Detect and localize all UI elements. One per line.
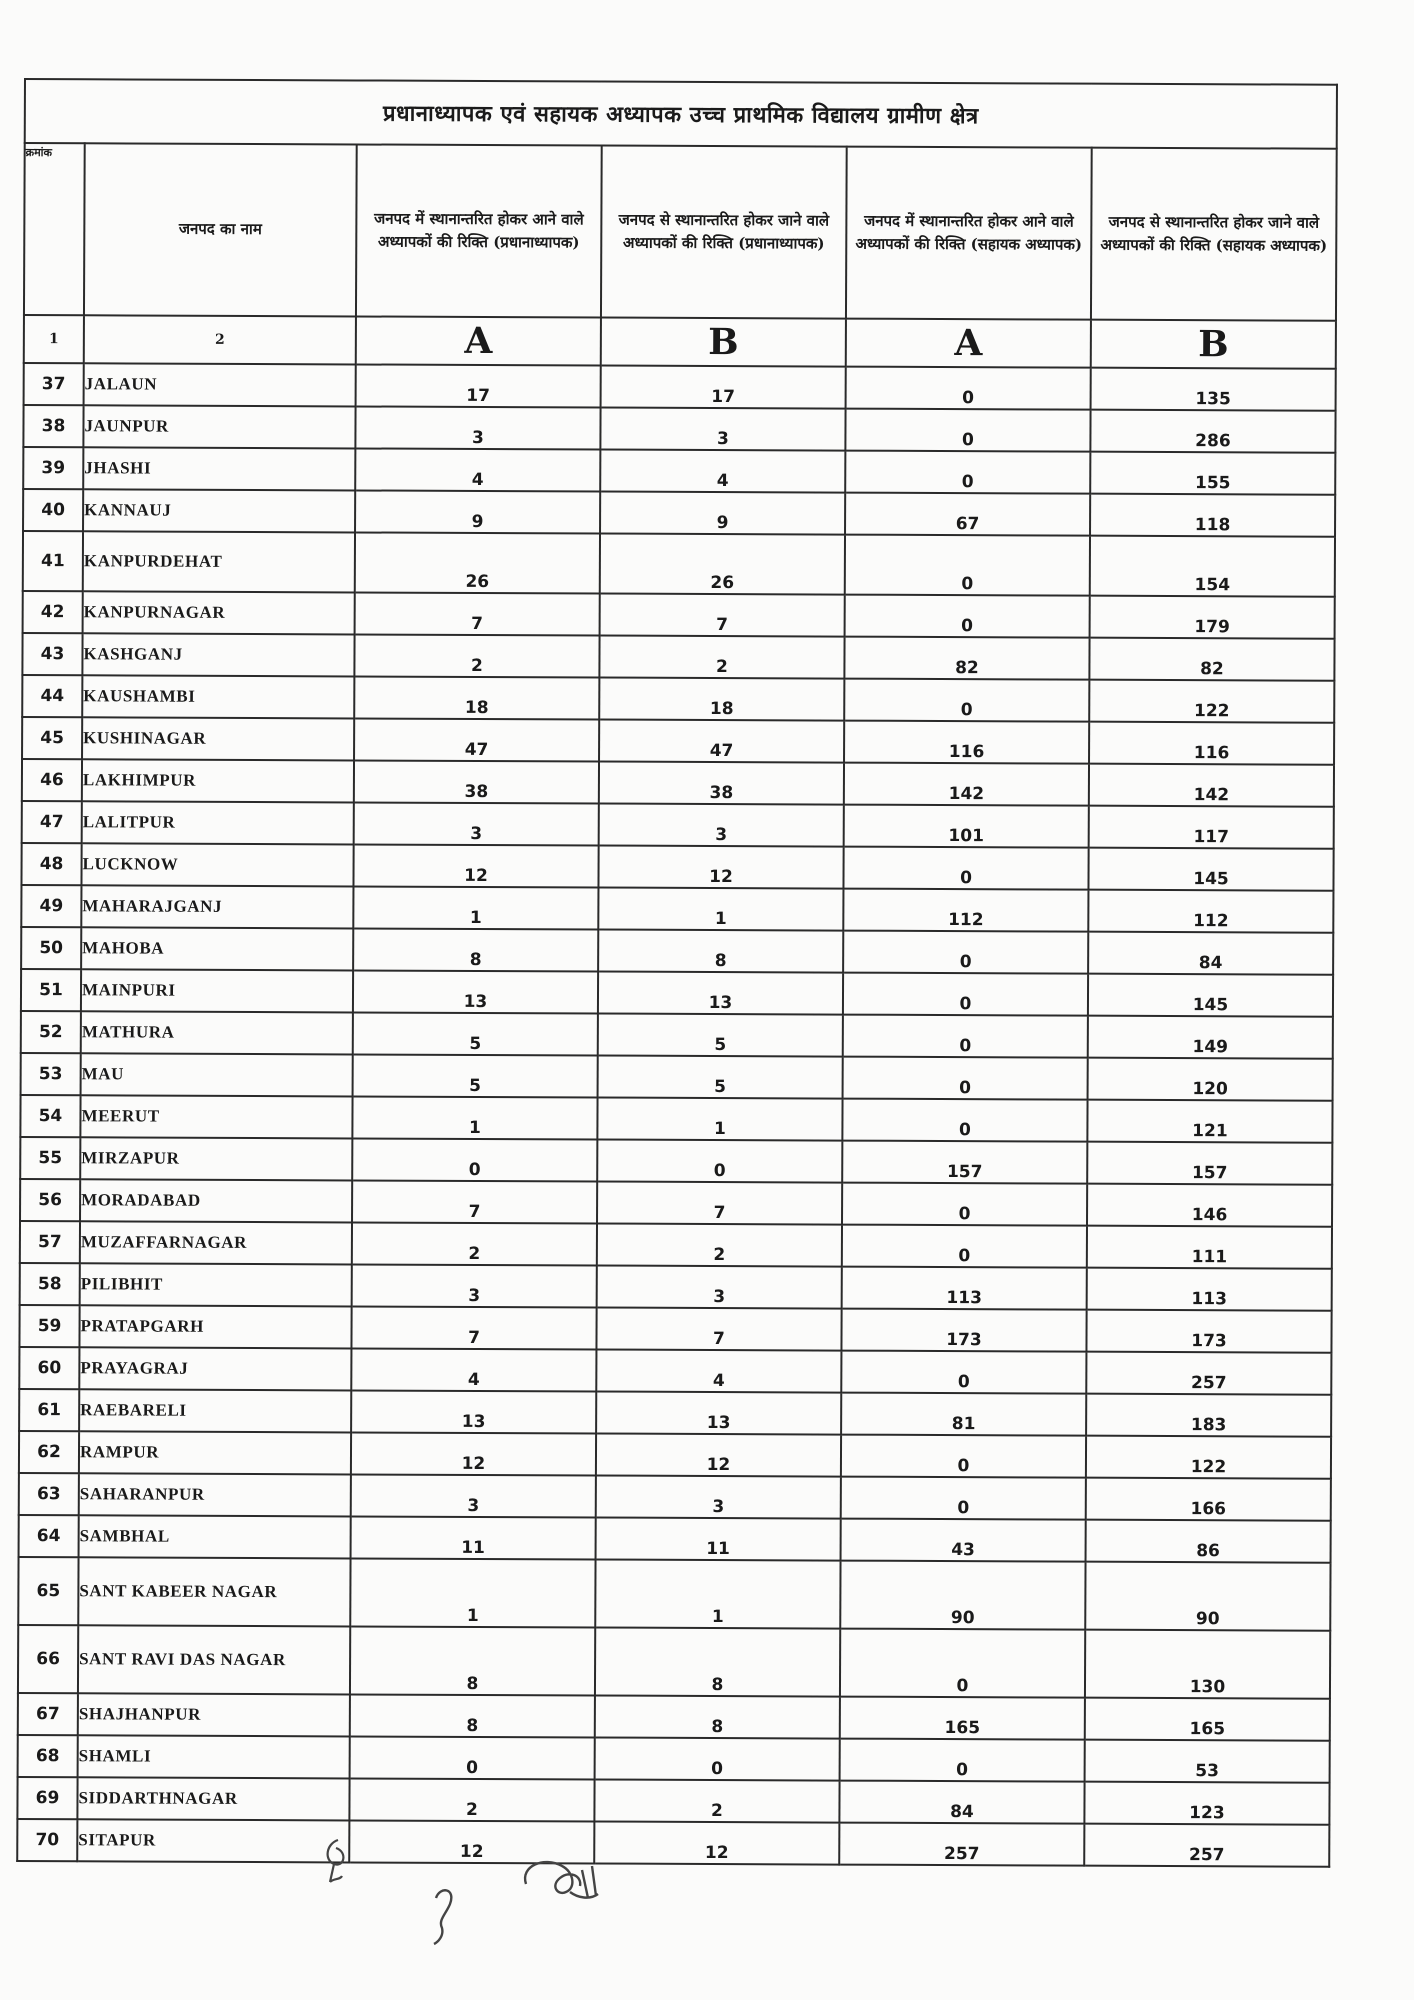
row-incoming-assistant: 142 [844, 763, 1089, 806]
row-district-name: MAINPURI [81, 969, 353, 1012]
row-incoming-assistant: 0 [842, 1099, 1087, 1142]
row-outgoing-assistant: 149 [1088, 1016, 1333, 1059]
row-serial: 47 [22, 801, 82, 843]
row-outgoing-assistant: 122 [1089, 680, 1334, 723]
row-outgoing-headmaster: 26 [600, 534, 845, 595]
row-incoming-headmaster: 3 [354, 802, 599, 845]
row-district-name: PILIBHIT [80, 1263, 352, 1306]
row-incoming-headmaster: 5 [353, 1012, 598, 1055]
row-incoming-assistant: 0 [843, 1057, 1088, 1100]
row-incoming-assistant: 116 [844, 721, 1089, 764]
row-incoming-assistant: 84 [839, 1781, 1084, 1824]
row-outgoing-headmaster: 5 [598, 1014, 843, 1057]
row-incoming-headmaster: 8 [350, 1694, 595, 1737]
row-district-name: SAHARANPUR [79, 1473, 351, 1516]
table-row [21, 1011, 1333, 1059]
table-row [19, 1473, 1331, 1521]
row-district-name: JALAUN [84, 363, 356, 406]
row-outgoing-headmaster: 2 [597, 1224, 842, 1267]
row-incoming-assistant: 0 [845, 409, 1090, 452]
row-outgoing-assistant: 117 [1089, 806, 1334, 849]
table-row [23, 531, 1335, 597]
row-district-name: JHASHI [83, 447, 355, 490]
row-outgoing-headmaster: 0 [595, 1738, 840, 1781]
table-row [20, 1179, 1332, 1227]
row-incoming-headmaster: 13 [353, 970, 598, 1013]
row-district-name: MAU [81, 1053, 353, 1096]
row-serial: 55 [20, 1137, 80, 1179]
row-outgoing-assistant: 118 [1090, 494, 1335, 537]
row-district-name: MUZAFFARNAGAR [80, 1221, 352, 1264]
row-incoming-assistant: 173 [841, 1309, 1086, 1352]
table-row [24, 363, 1336, 411]
row-outgoing-assistant: 116 [1089, 722, 1334, 765]
row-incoming-headmaster: 47 [354, 718, 599, 761]
row-outgoing-headmaster: 9 [600, 492, 845, 535]
row-outgoing-headmaster: 2 [599, 636, 844, 679]
table-row [18, 1693, 1330, 1741]
row-outgoing-headmaster: 12 [596, 1434, 841, 1477]
row-incoming-assistant: 0 [846, 367, 1091, 410]
row-district-name: SIDDARTHNAGAR [77, 1777, 349, 1820]
row-incoming-headmaster: 7 [355, 592, 600, 635]
row-incoming-headmaster: 0 [352, 1138, 597, 1181]
row-outgoing-assistant: 142 [1089, 764, 1334, 807]
row-district-name: SHAMLI [78, 1735, 350, 1778]
row-serial: 37 [24, 363, 84, 405]
row-incoming-headmaster: 2 [349, 1778, 594, 1821]
row-serial: 54 [20, 1095, 80, 1137]
row-outgoing-headmaster: 5 [598, 1056, 843, 1099]
row-district-name: KAUSHAMBI [82, 675, 354, 718]
row-outgoing-assistant: 121 [1087, 1100, 1332, 1143]
row-outgoing-headmaster: 18 [599, 678, 844, 721]
row-district-name: PRAYAGRAJ [79, 1347, 351, 1390]
table-row [17, 1777, 1329, 1825]
row-incoming-headmaster: 17 [356, 364, 601, 407]
row-incoming-assistant: 0 [840, 1739, 1085, 1782]
header-outgoing-headmaster: जनपद से स्थानान्तरित होकर जाने वाले अध्यापकों की रिक्ति (प्रधानाध्यापक) [601, 146, 847, 319]
row-outgoing-assistant: 166 [1086, 1478, 1331, 1521]
row-serial: 67 [18, 1693, 78, 1735]
table-row [22, 675, 1334, 723]
row-serial: 39 [23, 447, 83, 489]
row-district-name: LALITPUR [82, 801, 354, 844]
row-outgoing-assistant: 165 [1085, 1698, 1330, 1741]
row-incoming-assistant: 0 [842, 1183, 1087, 1226]
row-outgoing-headmaster: 4 [600, 450, 845, 493]
row-outgoing-assistant: 53 [1085, 1740, 1330, 1783]
row-incoming-headmaster: 7 [351, 1306, 596, 1349]
row-outgoing-headmaster: 8 [598, 930, 843, 973]
row-outgoing-assistant: 86 [1086, 1520, 1331, 1563]
row-district-name: KANPURNAGAR [83, 591, 355, 634]
row-outgoing-assistant: 183 [1086, 1394, 1331, 1437]
header-district: जनपद का नाम [84, 143, 357, 316]
row-incoming-headmaster: 11 [351, 1516, 596, 1559]
table-body [17, 363, 1336, 1867]
row-outgoing-headmaster: 3 [599, 804, 844, 847]
row-incoming-headmaster: 13 [351, 1390, 596, 1433]
row-district-name: MAHARAJGANJ [81, 885, 353, 928]
row-district-name: MAHOBA [81, 927, 353, 970]
row-outgoing-assistant: 122 [1086, 1436, 1331, 1479]
row-serial: 70 [17, 1819, 77, 1861]
row-incoming-headmaster: 3 [355, 406, 600, 449]
row-serial: 52 [21, 1011, 81, 1053]
table-row [20, 1263, 1332, 1311]
row-incoming-headmaster: 12 [351, 1432, 596, 1475]
row-serial: 68 [18, 1735, 78, 1777]
row-outgoing-assistant: 84 [1088, 932, 1333, 975]
row-district-name: SAMBHAL [79, 1515, 351, 1558]
row-outgoing-assistant: 145 [1088, 848, 1333, 891]
row-district-name: JAUNPUR [83, 405, 355, 448]
row-incoming-assistant: 0 [841, 1435, 1086, 1478]
row-incoming-assistant: 90 [840, 1561, 1085, 1630]
row-serial: 60 [19, 1347, 79, 1389]
row-incoming-assistant: 0 [842, 1225, 1087, 1268]
row-incoming-assistant: 0 [843, 1015, 1088, 1058]
row-incoming-assistant: 82 [844, 637, 1089, 680]
index-cell: 1 [24, 315, 84, 363]
row-district-name: RAEBARELI [79, 1389, 351, 1432]
row-outgoing-headmaster: 7 [596, 1308, 841, 1351]
row-serial: 61 [19, 1389, 79, 1431]
table-row [23, 489, 1335, 537]
row-outgoing-headmaster: 13 [596, 1392, 841, 1435]
row-incoming-assistant: 0 [841, 1477, 1086, 1520]
row-outgoing-assistant: 257 [1086, 1352, 1331, 1395]
row-serial: 51 [21, 969, 81, 1011]
row-outgoing-headmaster: 8 [595, 1696, 840, 1739]
row-district-name: MATHURA [81, 1011, 353, 1054]
table-row [20, 1137, 1332, 1185]
row-incoming-headmaster: 1 [352, 1096, 597, 1139]
row-incoming-assistant: 67 [845, 493, 1090, 536]
header-outgoing-assistant: जनपद से स्थानान्तरित होकर जाने वाले अध्यापकों की रिक्ति (सहायक अध्यापक) [1091, 148, 1337, 321]
row-outgoing-headmaster: 11 [596, 1518, 841, 1561]
row-district-name: SHAJHANPUR [78, 1693, 350, 1736]
table-row [19, 1431, 1331, 1479]
row-outgoing-headmaster: 38 [599, 762, 844, 805]
table-row [21, 969, 1333, 1017]
signature-2 [430, 1880, 460, 1950]
row-district-name: KANPURDEHAT [83, 531, 355, 592]
row-incoming-headmaster: 8 [353, 928, 598, 971]
signature-1 [318, 1830, 358, 1900]
row-serial: 48 [21, 843, 81, 885]
row-incoming-assistant: 0 [843, 973, 1088, 1016]
row-district-name: KASHGANJ [82, 633, 354, 676]
row-incoming-assistant: 0 [840, 1629, 1085, 1698]
index-cell: A [356, 316, 601, 365]
row-outgoing-headmaster: 12 [594, 1822, 839, 1865]
row-serial: 41 [23, 531, 83, 591]
table-row [20, 1221, 1332, 1269]
header-incoming-headmaster: जनपद में स्थानान्तरित होकर आने वाले अध्यापकों की रिक्ति (प्रधानाध्यापक) [356, 144, 602, 317]
row-incoming-headmaster: 4 [355, 448, 600, 491]
row-district-name: MORADABAD [80, 1179, 352, 1222]
table-row [21, 843, 1333, 891]
row-incoming-headmaster: 1 [350, 1558, 595, 1627]
row-serial: 42 [23, 591, 83, 633]
row-outgoing-assistant: 90 [1085, 1562, 1330, 1631]
row-serial: 49 [21, 885, 81, 927]
table-title: प्रधानाध्यापक एवं सहायक अध्यापक उच्च प्राथमिक विद्यालय ग्रामीण क्षेत्र [25, 79, 1337, 149]
row-outgoing-headmaster: 7 [597, 1182, 842, 1225]
row-district-name: LUCKNOW [81, 843, 353, 886]
row-incoming-assistant: 112 [843, 889, 1088, 932]
row-outgoing-headmaster: 47 [599, 720, 844, 763]
row-incoming-headmaster: 1 [353, 886, 598, 929]
row-incoming-assistant: 0 [841, 1351, 1086, 1394]
table-row [23, 405, 1335, 453]
row-incoming-assistant: 0 [844, 679, 1089, 722]
table-row [23, 591, 1335, 639]
table-row [18, 1735, 1330, 1783]
row-incoming-headmaster: 2 [354, 634, 599, 677]
row-outgoing-assistant: 123 [1084, 1782, 1329, 1825]
row-outgoing-assistant: 286 [1090, 410, 1335, 453]
row-outgoing-assistant: 120 [1088, 1058, 1333, 1101]
table-row [19, 1347, 1331, 1395]
row-incoming-headmaster: 12 [353, 844, 598, 887]
row-incoming-headmaster: 4 [351, 1348, 596, 1391]
index-cell: 2 [84, 315, 356, 364]
row-incoming-assistant: 43 [841, 1519, 1086, 1562]
row-outgoing-assistant: 145 [1088, 974, 1333, 1017]
row-outgoing-headmaster: 17 [601, 366, 846, 409]
row-serial: 66 [18, 1625, 78, 1693]
row-incoming-headmaster: 12 [349, 1820, 594, 1863]
row-serial: 43 [22, 633, 82, 675]
row-incoming-assistant: 0 [843, 931, 1088, 974]
row-serial: 63 [19, 1473, 79, 1515]
table-row [18, 1625, 1330, 1699]
row-district-name: LAKHIMPUR [82, 759, 354, 802]
table-row [20, 1095, 1332, 1143]
row-incoming-assistant: 0 [843, 847, 1088, 890]
row-outgoing-headmaster: 1 [598, 888, 843, 931]
row-outgoing-headmaster: 7 [600, 594, 845, 637]
row-outgoing-assistant: 154 [1090, 536, 1335, 597]
row-incoming-headmaster: 3 [352, 1264, 597, 1307]
row-outgoing-assistant: 111 [1087, 1226, 1332, 1269]
table-row [22, 717, 1334, 765]
row-district-name: MEERUT [80, 1095, 352, 1138]
row-outgoing-headmaster: 1 [595, 1560, 840, 1629]
row-serial: 50 [21, 927, 81, 969]
row-incoming-headmaster: 38 [354, 760, 599, 803]
table-row [23, 447, 1335, 495]
row-incoming-assistant: 0 [845, 595, 1090, 638]
row-serial: 44 [22, 675, 82, 717]
table-row [22, 759, 1334, 807]
row-serial: 46 [22, 759, 82, 801]
row-outgoing-headmaster: 0 [597, 1140, 842, 1183]
row-district-name: KANNAUJ [83, 489, 355, 532]
table-row [22, 801, 1334, 849]
row-incoming-headmaster: 2 [352, 1222, 597, 1265]
row-district-name: MIRZAPUR [80, 1137, 352, 1180]
row-outgoing-headmaster: 1 [597, 1098, 842, 1141]
row-incoming-headmaster: 0 [350, 1736, 595, 1779]
row-incoming-assistant: 113 [842, 1267, 1087, 1310]
row-serial: 58 [20, 1263, 80, 1305]
row-incoming-headmaster: 9 [355, 490, 600, 533]
row-outgoing-assistant: 146 [1087, 1184, 1332, 1227]
row-serial: 45 [22, 717, 82, 759]
row-outgoing-assistant: 113 [1087, 1268, 1332, 1311]
row-serial: 64 [19, 1515, 79, 1557]
row-incoming-headmaster: 3 [351, 1474, 596, 1517]
row-incoming-assistant: 257 [839, 1823, 1084, 1866]
table-row [18, 1557, 1330, 1631]
header-serial: क्रमांक [24, 143, 85, 315]
row-outgoing-headmaster: 2 [594, 1780, 839, 1823]
row-district-name: SANT RAVI DAS NAGAR [78, 1625, 350, 1694]
row-incoming-headmaster: 5 [353, 1054, 598, 1097]
table-row [21, 885, 1333, 933]
row-outgoing-assistant: 130 [1085, 1630, 1330, 1699]
row-incoming-assistant: 0 [845, 535, 1090, 596]
row-serial: 65 [18, 1557, 78, 1625]
row-district-name: KUSHINAGAR [82, 717, 354, 760]
header-incoming-assistant: जनपद में स्थानान्तरित होकर आने वाले अध्यापकों की रिक्ति (सहायक अध्यापक) [846, 147, 1092, 320]
row-serial: 59 [19, 1305, 79, 1347]
row-district-name: RAMPUR [79, 1431, 351, 1474]
row-district-name: PRATAPGARH [79, 1305, 351, 1348]
row-incoming-assistant: 165 [840, 1697, 1085, 1740]
row-outgoing-headmaster: 3 [596, 1476, 841, 1519]
row-serial: 69 [17, 1777, 77, 1819]
table-row [17, 1819, 1329, 1867]
row-serial: 57 [20, 1221, 80, 1263]
row-outgoing-assistant: 173 [1086, 1310, 1331, 1353]
row-outgoing-headmaster: 4 [596, 1350, 841, 1393]
row-outgoing-assistant: 257 [1084, 1824, 1329, 1867]
row-outgoing-headmaster: 3 [600, 408, 845, 451]
row-outgoing-assistant: 82 [1089, 638, 1334, 681]
row-outgoing-assistant: 112 [1088, 890, 1333, 933]
row-district-name: SITAPUR [77, 1819, 349, 1862]
index-cell: B [601, 318, 846, 367]
row-outgoing-assistant: 179 [1090, 596, 1335, 639]
row-incoming-assistant: 101 [844, 805, 1089, 848]
row-incoming-assistant: 0 [845, 451, 1090, 494]
row-outgoing-headmaster: 13 [598, 972, 843, 1015]
row-incoming-headmaster: 18 [354, 676, 599, 719]
table-row [21, 927, 1333, 975]
row-incoming-headmaster: 7 [352, 1180, 597, 1223]
row-outgoing-headmaster: 12 [598, 846, 843, 889]
row-serial: 56 [20, 1179, 80, 1221]
row-outgoing-assistant: 135 [1091, 368, 1336, 411]
row-serial: 53 [21, 1053, 81, 1095]
row-serial: 62 [19, 1431, 79, 1473]
table-row [19, 1389, 1331, 1437]
row-incoming-headmaster: 26 [355, 532, 600, 593]
row-serial: 40 [23, 489, 83, 531]
row-outgoing-headmaster: 3 [597, 1266, 842, 1309]
index-cell: A [846, 319, 1091, 368]
row-outgoing-assistant: 157 [1087, 1142, 1332, 1185]
table-row [22, 633, 1334, 681]
index-cell: B [1091, 320, 1336, 369]
table-row [19, 1305, 1331, 1353]
row-outgoing-headmaster: 8 [595, 1628, 840, 1697]
row-district-name: SANT KABEER NAGAR [78, 1557, 350, 1626]
table-row [21, 1053, 1333, 1101]
row-serial: 38 [23, 405, 83, 447]
signature-3 [518, 1848, 608, 1918]
row-outgoing-assistant: 155 [1090, 452, 1335, 495]
row-incoming-assistant: 81 [841, 1393, 1086, 1436]
table-row [19, 1515, 1331, 1563]
row-incoming-headmaster: 8 [350, 1626, 595, 1695]
row-incoming-assistant: 157 [842, 1141, 1087, 1184]
vacancy-table [16, 78, 1338, 1868]
